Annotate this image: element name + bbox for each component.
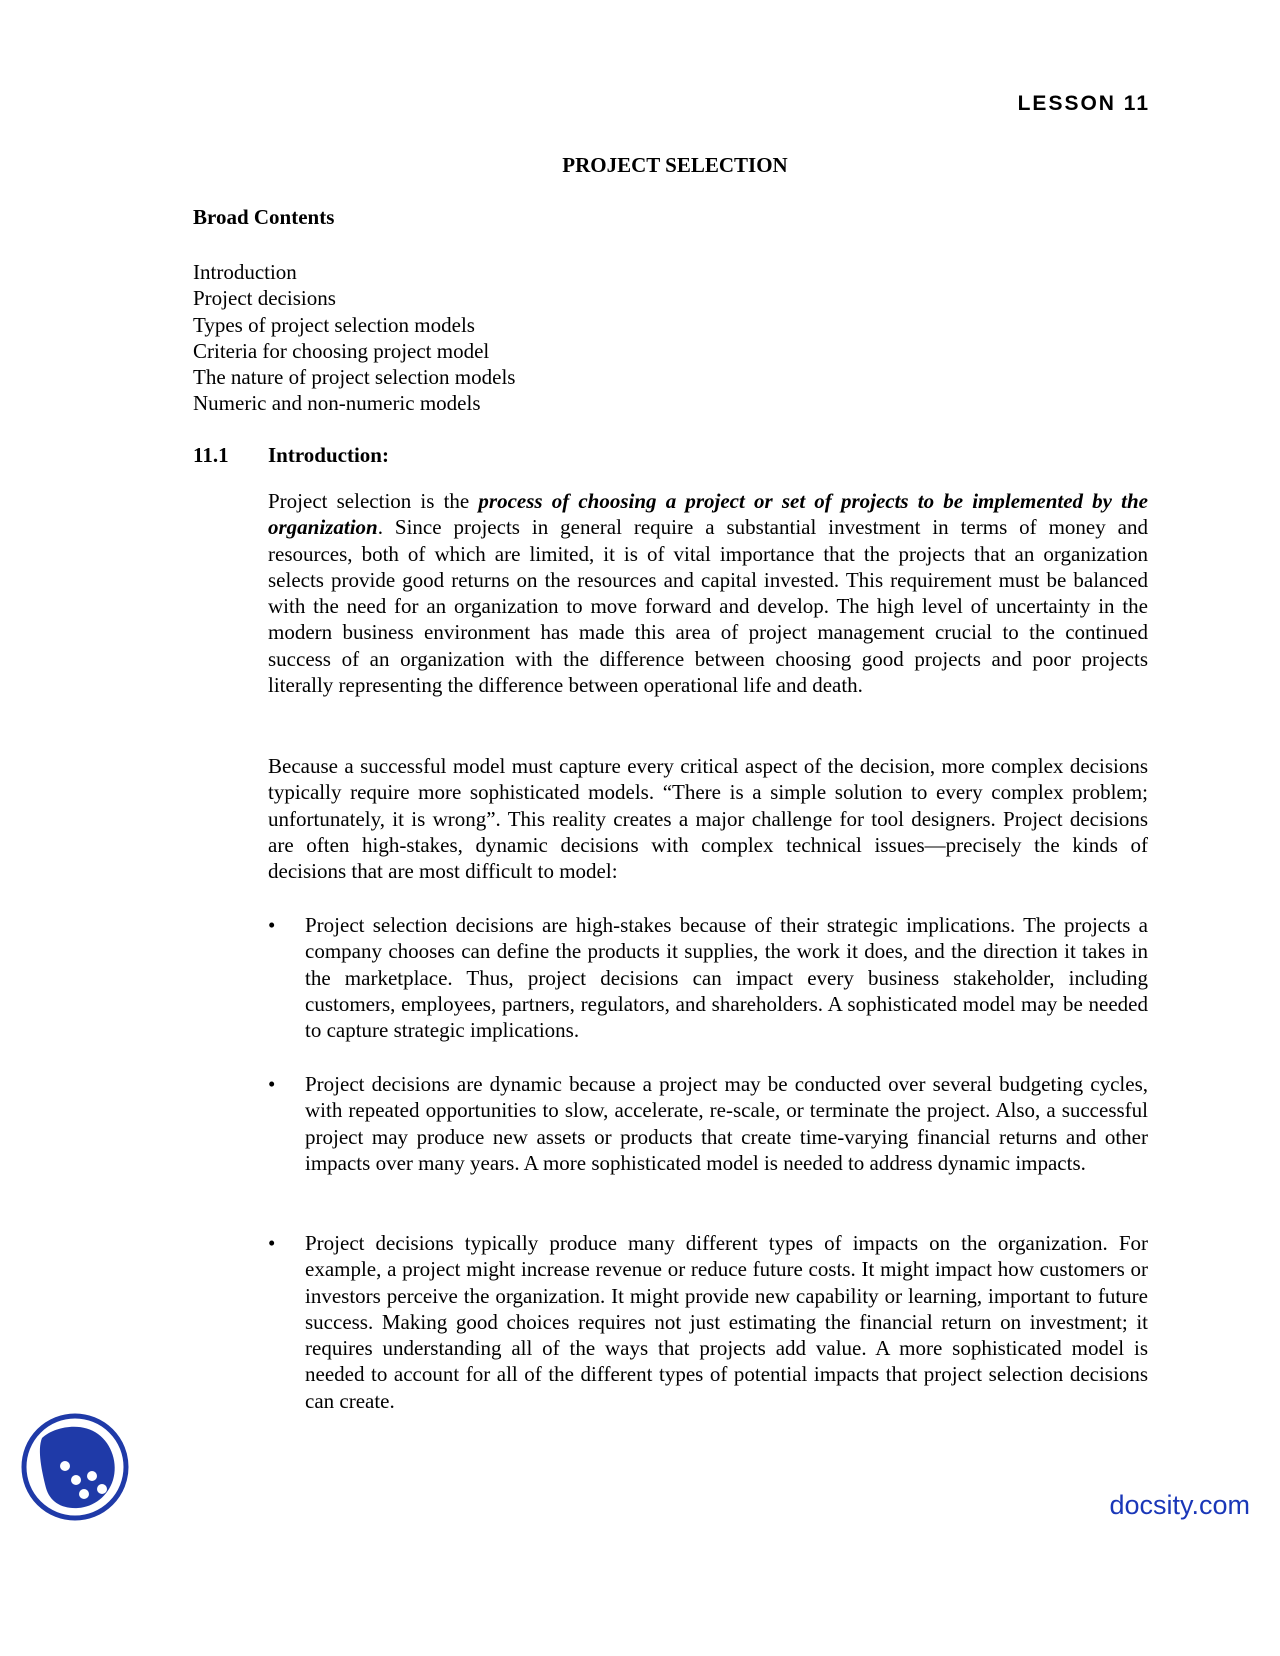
intro-lead: Project selection is the <box>268 489 479 513</box>
contents-heading: Broad Contents <box>193 205 335 229</box>
bullet-glyph: • <box>268 1072 276 1096</box>
contents-item: Numeric and non-numeric models <box>193 391 481 416</box>
contents-item: Introduction <box>193 260 297 284</box>
intro-rest: . Since projects in general require a substantial investment in terms of money and resources, both of which are limited, it is of vital importance that the projects that an organization selects provide good returns on the resources and capital invested. This requirement must be balanced with the need for an organization to move forward and develop. The high level of uncertainty in the modern business environment has made this area of project management crucial to the continued success of an organization with the difference between choosing good projects and poor projects literally representing the difference between operational life and death. <box>268 515 1148 698</box>
docsity-link[interactable]: docsity.com <box>1109 1490 1250 1520</box>
bullet-glyph: • <box>268 1231 276 1255</box>
contents-item: Types of project selection models <box>193 312 475 337</box>
section-heading <box>193 443 389 468</box>
contents-list <box>193 259 515 417</box>
bullet-text: Project selection decisions are high-stakes because of their strategic implications. The projects a company chooses can define the products it supplies, the work it does, and the direction it takes in the marketplace. Thus, project decisions can impact every business stakeholder, including customers, employees, partners, regulators, and shareholders. A sophisticated model may be needed to capture strategic implications. <box>305 913 1148 1043</box>
contents-item: Project decisions <box>193 286 336 311</box>
lesson-label: LESSON 11 <box>1017 92 1150 115</box>
bullet-text: Project decisions are dynamic because a project may be conducted over several budgeting cycles, with repeated opportunities to slow, accelerate, re-scale, or terminate the project. Also, a successful project may produce new assets or products that create time-varying financial returns and other impacts over many years. A more sophisticated model is needed to address dynamic impacts. <box>305 1072 1148 1175</box>
docsity-logo-icon[interactable] <box>20 1412 130 1522</box>
bullet-text: Project decisions typically produce many different types of impacts on the organization. For example, a project might increase revenue or reduce future costs. It might impact how customers or investors perceive the organization. It might provide new capability or learning, important to future success. Making good choices requires not just estimating the financial return on investment; it requires understanding all of the ways that projects add value. A more sophisticated model is needed to account for all of the different types of potential impacts that project selection decisions can create. <box>305 1231 1148 1413</box>
section-number: 11.1 <box>193 443 229 467</box>
page-title: PROJECT SELECTION <box>562 153 788 177</box>
bullet-glyph: • <box>268 913 276 937</box>
complexity-paragraph: Because a successful model must capture every critical aspect of the decision, more complex decisions typically require more sophisticated models. “There is a simple solution to every complex problem; unfortunately, it is wrong”. This reality creates a major challenge for tool designers. Project decisions are often high-stakes, dynamic decisions with complex technical issues—precisely the kinds of decisions that are most difficult to model: <box>268 754 1148 884</box>
intro-paragraph <box>268 488 1148 698</box>
contents-item: The nature of project selection models <box>193 365 516 390</box>
intro-emphasis: process of choosing a project or set of projects to be implemented by the organization <box>268 489 1148 540</box>
contents-item: Criteria for choosing project model <box>193 338 490 363</box>
section-title: Introduction: <box>268 443 389 467</box>
